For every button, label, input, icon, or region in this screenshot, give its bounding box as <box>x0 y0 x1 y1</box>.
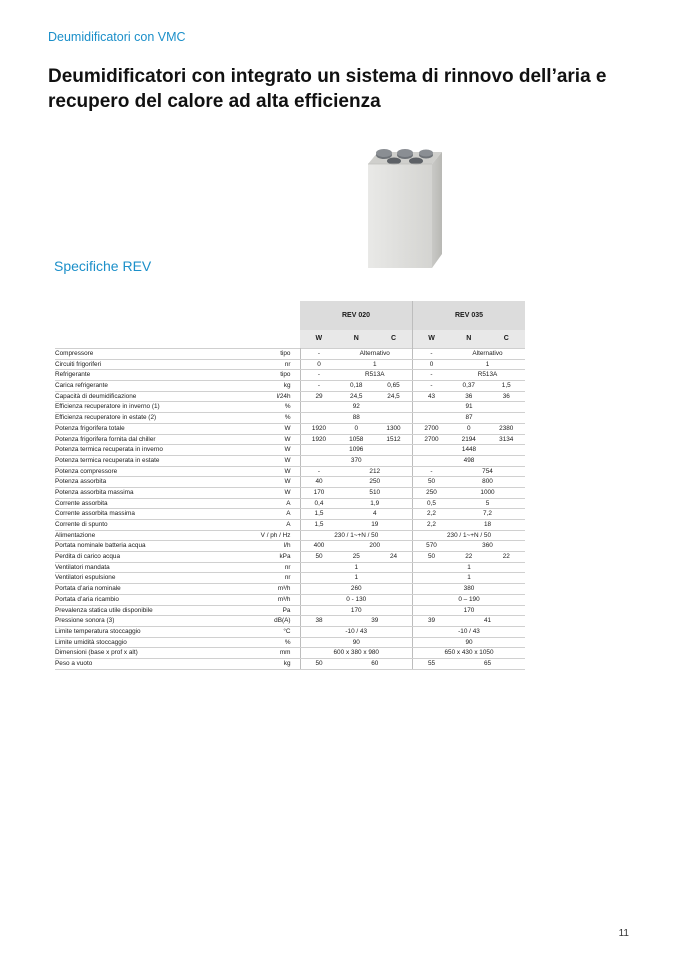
rev035-value: 2,2 <box>413 520 451 531</box>
subcol-header: W <box>413 330 451 349</box>
rev020-value: -10 / 43 <box>300 626 413 637</box>
rev020-value: 92 <box>300 402 413 413</box>
spec-unit: dB(A) <box>245 616 300 627</box>
spec-label: Dimensioni (base x prof x alt) <box>55 648 245 659</box>
spec-unit: l/h <box>245 541 300 552</box>
spec-unit: m³/h <box>245 594 300 605</box>
rev020-value: 50 <box>300 552 338 563</box>
spec-label: Circuiti frigoriferi <box>55 359 245 370</box>
rev020-value: 1920 <box>300 423 338 434</box>
spec-label: Corrente assorbita massima <box>55 509 245 520</box>
table-row <box>55 605 525 616</box>
spec-label: Peso a vuoto <box>55 658 245 669</box>
table-row <box>55 466 525 477</box>
rev020-value: 1,5 <box>300 520 338 531</box>
rev020-value: 40 <box>300 477 338 488</box>
rev020-value: - <box>300 349 338 360</box>
rev035-value: 2700 <box>413 423 451 434</box>
spec-label: Portata d’aria nominale <box>55 584 245 595</box>
rev035-value: 230 / 1~+N / 50 <box>413 530 526 541</box>
spec-unit: A <box>245 498 300 509</box>
rev020-value: 600 x 380 x 980 <box>300 648 413 659</box>
rev020-value: 1 <box>300 573 413 584</box>
rev020-value: 200 <box>338 541 413 552</box>
spec-label: Potenza termica recuperata in inverno <box>55 445 245 456</box>
table-row <box>55 626 525 637</box>
spec-label: Efficienza recuperatore in inverno (1) <box>55 402 245 413</box>
table-row <box>55 658 525 669</box>
model-header: REV 035 <box>413 301 526 330</box>
rev020-value: 212 <box>338 466 413 477</box>
rev020-value: 88 <box>300 413 413 424</box>
rev035-value: 2380 <box>488 423 526 434</box>
spec-label: Corrente di spunto <box>55 520 245 531</box>
rev020-value: 25 <box>338 552 376 563</box>
rev035-value: 41 <box>450 616 525 627</box>
spec-unit: W <box>245 477 300 488</box>
rev020-value: - <box>300 466 338 477</box>
spec-label: Pressione sonora (3) <box>55 616 245 627</box>
rev020-value: 260 <box>300 584 413 595</box>
spec-label: Capacità di deumidificazione <box>55 391 245 402</box>
rev020-value: 1,5 <box>300 509 338 520</box>
rev035-value: 0,5 <box>413 498 451 509</box>
rev020-value: 1512 <box>375 434 413 445</box>
spec-label: Efficienza recuperatore in estate (2) <box>55 413 245 424</box>
rev035-value: 250 <box>413 487 451 498</box>
table-row <box>55 530 525 541</box>
rev035-value: Alternativo <box>450 349 525 360</box>
table-row <box>55 370 525 381</box>
rev035-value: 498 <box>413 455 526 466</box>
rev035-value: -10 / 43 <box>413 626 526 637</box>
rev020-value: 4 <box>338 509 413 520</box>
rev035-value: 87 <box>413 413 526 424</box>
rev035-value: 1 <box>413 573 526 584</box>
rev035-value: 800 <box>450 477 525 488</box>
table-row <box>55 487 525 498</box>
rev035-value: 39 <box>413 616 451 627</box>
subcol-header: W <box>300 330 338 349</box>
section-label: Deumidificatori con VMC <box>48 30 186 44</box>
table-row <box>55 391 525 402</box>
spec-label: Potenza assorbita massima <box>55 487 245 498</box>
spec-label: Ventilatori espulsione <box>55 573 245 584</box>
rev020-value: 230 / 1~+N / 50 <box>300 530 413 541</box>
subcol-header: N <box>450 330 488 349</box>
dehumidifier-unit-image <box>360 142 450 268</box>
spec-unit: W <box>245 445 300 456</box>
rev020-value: 29 <box>300 391 338 402</box>
spec-label: Potenza frigorifera totale <box>55 423 245 434</box>
table-row <box>55 498 525 509</box>
spec-unit: V / ph / Hz <box>245 530 300 541</box>
rev020-value: 24,5 <box>338 391 376 402</box>
rev035-value: 65 <box>450 658 525 669</box>
rev020-value: 1 <box>300 562 413 573</box>
spec-label: Portata nominale batteria acqua <box>55 541 245 552</box>
rev020-value: 0 <box>338 423 376 434</box>
table-row <box>55 509 525 520</box>
spec-label: Carica refrigerante <box>55 381 245 392</box>
table-row <box>55 455 525 466</box>
spec-unit: m³/h <box>245 584 300 595</box>
rev020-value: 1920 <box>300 434 338 445</box>
rev035-value: 1,5 <box>488 381 526 392</box>
subcol-header: C <box>375 330 413 349</box>
spec-unit: l/24h <box>245 391 300 402</box>
rev035-value: 55 <box>413 658 451 669</box>
spec-unit: mm <box>245 648 300 659</box>
spec-label: Limite umidità stoccaggio <box>55 637 245 648</box>
rev020-value: 250 <box>338 477 413 488</box>
rev035-value: 0,37 <box>450 381 488 392</box>
spec-label: Limite temperatura stoccaggio <box>55 626 245 637</box>
spec-label: Refrigerante <box>55 370 245 381</box>
rev035-value: 7,2 <box>450 509 525 520</box>
table-row <box>55 477 525 488</box>
spec-unit: kg <box>245 658 300 669</box>
rev020-value: 24,5 <box>375 391 413 402</box>
spec-unit: W <box>245 423 300 434</box>
rev035-value: 91 <box>413 402 526 413</box>
table-row <box>55 359 525 370</box>
subcol-header: N <box>338 330 376 349</box>
spec-label: Ventilatori mandata <box>55 562 245 573</box>
page-title: Deumidificatori con integrato un sistema di rinnovo dell’aria e recupero del calore ad alta efficienza <box>48 66 607 112</box>
rev035-value: 22 <box>488 552 526 563</box>
rev020-value: 0,18 <box>338 381 376 392</box>
rev035-value: 5 <box>450 498 525 509</box>
spec-unit: % <box>245 637 300 648</box>
rev035-value: 0 <box>413 359 451 370</box>
table-row <box>55 584 525 595</box>
table-row <box>55 349 525 360</box>
rev035-value: - <box>413 370 451 381</box>
spec-label: Compressore <box>55 349 245 360</box>
rev035-value: 650 x 430 x 1050 <box>413 648 526 659</box>
rev035-value: 570 <box>413 541 451 552</box>
spec-label: Potenza termica recuperata in estate <box>55 455 245 466</box>
rev020-value: 90 <box>300 637 413 648</box>
rev020-value: 1300 <box>375 423 413 434</box>
rev020-value: 0,4 <box>300 498 338 509</box>
rev035-value: 50 <box>413 477 451 488</box>
header-blank <box>55 330 300 349</box>
rev020-value: R513A <box>338 370 413 381</box>
rev035-value: R513A <box>450 370 525 381</box>
spec-unit: A <box>245 520 300 531</box>
header-blank <box>55 301 300 330</box>
rev020-value: 170 <box>300 605 413 616</box>
spec-label: Potenza assorbita <box>55 477 245 488</box>
rev035-value: 43 <box>413 391 451 402</box>
spec-unit: % <box>245 402 300 413</box>
spec-unit: °C <box>245 626 300 637</box>
table-row <box>55 381 525 392</box>
rev020-value: 0,65 <box>375 381 413 392</box>
table-row <box>55 637 525 648</box>
rev020-value: 400 <box>300 541 338 552</box>
model-header: REV 020 <box>300 301 413 330</box>
spec-unit: tipo <box>245 349 300 360</box>
spec-unit: kPa <box>245 552 300 563</box>
rev020-value: 510 <box>338 487 413 498</box>
rev035-value: 18 <box>450 520 525 531</box>
spec-unit: A <box>245 509 300 520</box>
table-row <box>55 594 525 605</box>
spec-unit: tipo <box>245 370 300 381</box>
rev020-value: 50 <box>300 658 338 669</box>
rev035-value: 2700 <box>413 434 451 445</box>
spec-label: Alimentazione <box>55 530 245 541</box>
spec-unit: % <box>245 413 300 424</box>
spec-unit: W <box>245 434 300 445</box>
rev035-value: 36 <box>450 391 488 402</box>
rev035-value: 90 <box>413 637 526 648</box>
spec-unit: kg <box>245 381 300 392</box>
spec-unit: nr <box>245 562 300 573</box>
rev035-value: - <box>413 349 451 360</box>
spec-unit: Pa <box>245 605 300 616</box>
rev020-value: - <box>300 381 338 392</box>
rev035-value: 50 <box>413 552 451 563</box>
rev020-value: 1096 <box>300 445 413 456</box>
spec-unit: nr <box>245 359 300 370</box>
table-row <box>55 552 525 563</box>
spec-unit: W <box>245 455 300 466</box>
page-number: 11 <box>618 928 629 939</box>
rev020-value: 170 <box>300 487 338 498</box>
rev035-value: 2,2 <box>413 509 451 520</box>
spec-label: Portata d’aria ricambio <box>55 594 245 605</box>
rev020-value: 24 <box>375 552 413 563</box>
table-row <box>55 573 525 584</box>
rev020-value: 19 <box>338 520 413 531</box>
rev035-value: 360 <box>450 541 525 552</box>
rev035-value: 22 <box>450 552 488 563</box>
rev020-value: 60 <box>338 658 413 669</box>
table-row <box>55 541 525 552</box>
spec-unit: W <box>245 487 300 498</box>
rev035-value: 1000 <box>450 487 525 498</box>
rev020-value: 1058 <box>338 434 376 445</box>
rev020-value: 1,9 <box>338 498 413 509</box>
table-row <box>55 434 525 445</box>
table-row <box>55 445 525 456</box>
specs-title: Specifiche REV <box>54 258 152 274</box>
table-row <box>55 423 525 434</box>
rev020-value: 38 <box>300 616 338 627</box>
specs-table-body <box>55 349 525 670</box>
table-row <box>55 648 525 659</box>
rev035-value: 2194 <box>450 434 488 445</box>
rev035-value: 1448 <box>413 445 526 456</box>
table-row <box>55 402 525 413</box>
rev035-value: 380 <box>413 584 526 595</box>
spec-label: Prevalenza statica utile disponibile <box>55 605 245 616</box>
spec-label: Perdita di carico acqua <box>55 552 245 563</box>
table-row <box>55 616 525 627</box>
rev035-value: - <box>413 381 451 392</box>
rev035-value: 754 <box>450 466 525 477</box>
spec-label: Potenza compressore <box>55 466 245 477</box>
specs-table <box>55 301 525 670</box>
rev035-value: 1 <box>450 359 525 370</box>
spec-unit: nr <box>245 573 300 584</box>
rev020-value: 0 <box>300 359 338 370</box>
rev035-value: 0 – 190 <box>413 594 526 605</box>
spec-label: Potenza frigorifera fornita dal chiller <box>55 434 245 445</box>
rev020-value: Alternativo <box>338 349 413 360</box>
rev020-value: 39 <box>338 616 413 627</box>
rev035-value: 170 <box>413 605 526 616</box>
rev035-value: 36 <box>488 391 526 402</box>
table-row <box>55 413 525 424</box>
rev035-value: 0 <box>450 423 488 434</box>
rev035-value: 3134 <box>488 434 526 445</box>
rev020-value: 370 <box>300 455 413 466</box>
rev020-value: - <box>300 370 338 381</box>
spec-label: Corrente assorbita <box>55 498 245 509</box>
table-row <box>55 520 525 531</box>
rev020-value: 1 <box>338 359 413 370</box>
rev035-value: 1 <box>413 562 526 573</box>
spec-unit: W <box>245 466 300 477</box>
rev035-value: - <box>413 466 451 477</box>
subcol-header: C <box>488 330 526 349</box>
table-row <box>55 562 525 573</box>
rev020-value: 0 - 130 <box>300 594 413 605</box>
